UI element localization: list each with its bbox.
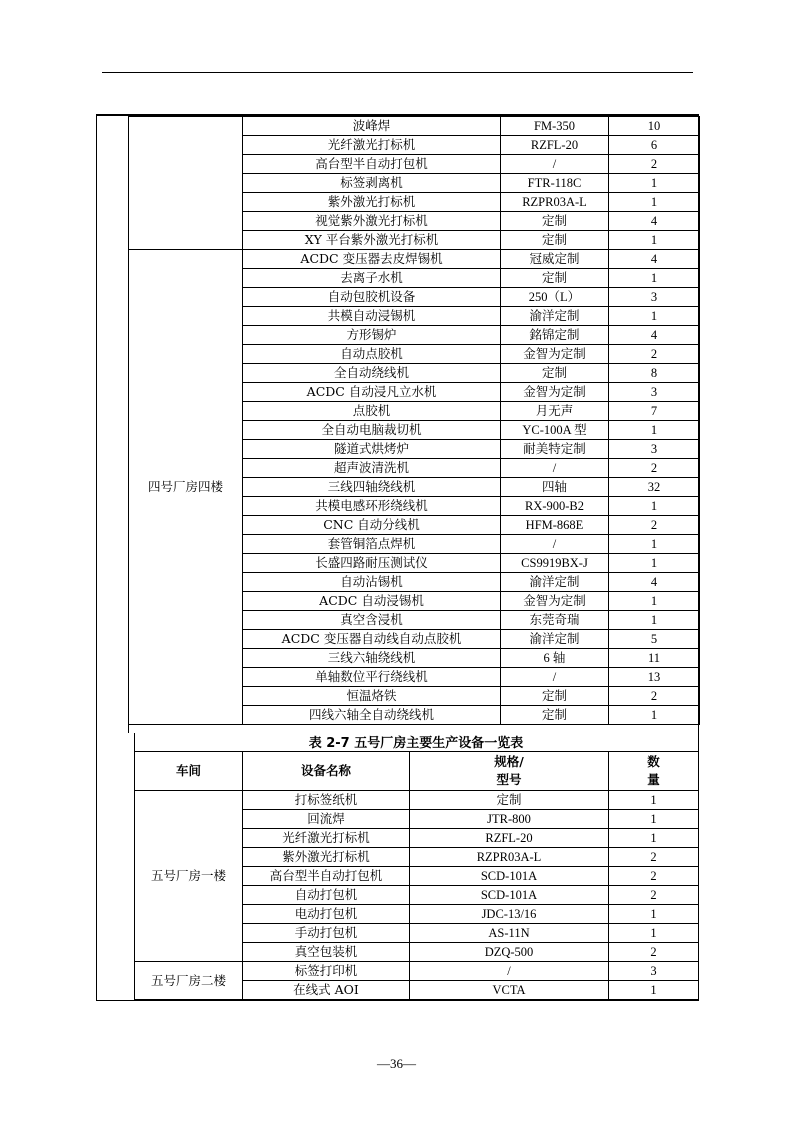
equipment-name: 共模电感环形绕线机 — [243, 497, 501, 516]
equipment-quantity: 5 — [609, 630, 700, 649]
equipment-model: 渝洋定制 — [501, 573, 609, 592]
equipment-name: 单轴数位平行绕线机 — [243, 668, 501, 687]
table-left-border — [96, 114, 97, 1001]
equipment-name: 紫外激光打标机 — [243, 848, 410, 867]
table-row — [129, 117, 700, 136]
equipment-quantity: 8 — [609, 364, 700, 383]
equipment-name: 标签打印机 — [243, 962, 410, 981]
equipment-quantity: 2 — [609, 155, 700, 174]
table-row — [129, 250, 700, 269]
header-quantity-line2: 量 — [647, 772, 660, 787]
equipment-quantity: 1 — [609, 611, 700, 630]
equipment-model: SCD-101A — [410, 886, 609, 905]
equipment-name: 标签剥离机 — [243, 174, 501, 193]
equipment-name: 全自动绕线机 — [243, 364, 501, 383]
equipment-name: 在线式 AOI — [243, 981, 410, 1000]
equipment-name: 隧道式烘烤炉 — [243, 440, 501, 459]
equipment-quantity: 1 — [609, 307, 700, 326]
equipment-model: CS9919BX-J — [501, 554, 609, 573]
equipment-model: YC-100A 型 — [501, 421, 609, 440]
equipment-name: ACDC 自动浸凡立水机 — [243, 383, 501, 402]
equipment-quantity: 13 — [609, 668, 700, 687]
equipment-name: 视觉紫外激光打标机 — [243, 212, 501, 231]
equipment-quantity: 2 — [609, 687, 700, 706]
equipment-model: RZFL-20 — [501, 136, 609, 155]
equipment-model: 銘锦定制 — [501, 326, 609, 345]
equipment-name: 四线六轴全自动绕线机 — [243, 706, 501, 725]
equipment-model: 定制 — [410, 791, 609, 810]
equipment-model: 渝洋定制 — [501, 630, 609, 649]
equipment-model: 渝洋定制 — [501, 307, 609, 326]
equipment-name: 波峰焊 — [243, 117, 501, 136]
equipment-model: JTR-800 — [410, 810, 609, 829]
equipment-model: / — [501, 155, 609, 174]
equipment-quantity: 3 — [609, 440, 700, 459]
equipment-name: 高台型半自动打包机 — [243, 155, 501, 174]
equipment-model: / — [501, 535, 609, 554]
equipment-name: 自动沾锡机 — [243, 573, 501, 592]
equipment-name: 真空包装机 — [243, 943, 410, 962]
equipment-model: 250（L） — [501, 288, 609, 307]
equipment-model: / — [501, 459, 609, 478]
equipment-name: 恒温烙铁 — [243, 687, 501, 706]
equipment-name: 长盛四路耐压测试仪 — [243, 554, 501, 573]
equipment-model: 金智为定制 — [501, 383, 609, 402]
equipment-model: RZPR03A-L — [410, 848, 609, 867]
equipment-quantity: 1 — [609, 829, 699, 848]
equipment-model: 定制 — [501, 364, 609, 383]
table-caption: 表 2-7 五号厂房主要生产设备一览表 — [308, 736, 524, 751]
equipment-quantity: 1 — [609, 810, 699, 829]
equipment-name: 方形锡炉 — [243, 326, 501, 345]
equipment-quantity: 2 — [609, 459, 700, 478]
equipment-name: 自动点胶机 — [243, 345, 501, 364]
equipment-model: 冠威定制 — [501, 250, 609, 269]
equipment-quantity: 1 — [609, 592, 700, 611]
equipment-name: CNC 自动分线机 — [243, 516, 501, 535]
equipment-name: ACDC 变压器去皮焊锡机 — [243, 250, 501, 269]
equipment-name: 电动打包机 — [243, 905, 410, 924]
equipment-quantity: 3 — [609, 962, 699, 981]
equipment-quantity: 4 — [609, 212, 700, 231]
equipment-model: FM-350 — [501, 117, 609, 136]
equipment-name: 共模自动浸锡机 — [243, 307, 501, 326]
table-header-row — [135, 752, 699, 791]
equipment-name: 三线四轴绕线机 — [243, 478, 501, 497]
equipment-name: ACDC 变压器自动线自动点胶机 — [243, 630, 501, 649]
workshop-label: 五号厂房二楼 — [135, 962, 243, 1000]
equipment-model: VCTA — [410, 981, 609, 1000]
equipment-model: HFM-868E — [501, 516, 609, 535]
equipment-name: 手动打包机 — [243, 924, 410, 943]
header-rule — [102, 72, 693, 73]
equipment-model: 定制 — [501, 212, 609, 231]
equipment-quantity: 1 — [609, 905, 699, 924]
equipment-model: RZFL-20 — [410, 829, 609, 848]
equipment-model: SCD-101A — [410, 867, 609, 886]
equipment-quantity: 4 — [609, 326, 700, 345]
equipment-model: JDC-13/16 — [410, 905, 609, 924]
equipment-quantity: 1 — [609, 791, 699, 810]
workshop-label: 四号厂房四楼 — [129, 250, 243, 725]
equipment-name: XY 平台紫外激光打标机 — [243, 231, 501, 250]
equipment-quantity: 1 — [609, 497, 700, 516]
equipment-quantity: 32 — [609, 478, 700, 497]
equipment-quantity: 2 — [609, 516, 700, 535]
equipment-model: DZQ-500 — [410, 943, 609, 962]
equipment-model: AS-11N — [410, 924, 609, 943]
table-2-7 — [134, 751, 699, 1000]
equipment-quantity: 1 — [609, 231, 700, 250]
equipment-model: 6 轴 — [501, 649, 609, 668]
equipment-quantity: 2 — [609, 867, 699, 886]
equipment-name: 自动打包机 — [243, 886, 410, 905]
equipment-name: 真空含浸机 — [243, 611, 501, 630]
equipment-name: 打标签纸机 — [243, 791, 410, 810]
equipment-model: FTR-118C — [501, 174, 609, 193]
equipment-quantity: 7 — [609, 402, 700, 421]
equipment-name: 超声波清洗机 — [243, 459, 501, 478]
equipment-quantity: 11 — [609, 649, 700, 668]
equipment-quantity: 1 — [609, 421, 700, 440]
workshop-label: 五号厂房一楼 — [135, 791, 243, 962]
header-model-line1: 规格/ — [494, 754, 524, 769]
equipment-quantity: 1 — [609, 193, 700, 212]
equipment-table-continued — [128, 116, 700, 725]
equipment-quantity: 1 — [609, 535, 700, 554]
equipment-name: 自动包胶机设备 — [243, 288, 501, 307]
equipment-quantity: 2 — [609, 886, 699, 905]
equipment-quantity: 6 — [609, 136, 700, 155]
equipment-name: 三线六轴绕线机 — [243, 649, 501, 668]
table-bottom-rule — [96, 1000, 699, 1001]
header-equipment-name: 设备名称 — [243, 752, 410, 791]
equipment-name: 高台型半自动打包机 — [243, 867, 410, 886]
equipment-quantity: 2 — [609, 848, 699, 867]
equipment-name: ACDC 自动浸锡机 — [243, 592, 501, 611]
equipment-model: 定制 — [501, 231, 609, 250]
equipment-model: 金智为定制 — [501, 592, 609, 611]
table-row — [135, 791, 699, 810]
page-number: —36— — [377, 1056, 416, 1071]
equipment-name: 光纤激光打标机 — [243, 829, 410, 848]
equipment-quantity: 4 — [609, 573, 700, 592]
equipment-name: 回流焊 — [243, 810, 410, 829]
equipment-model: 定制 — [501, 269, 609, 288]
equipment-quantity: 1 — [609, 706, 700, 725]
equipment-model: 耐美特定制 — [501, 440, 609, 459]
equipment-model: / — [501, 668, 609, 687]
equipment-model: 东莞奇瑞 — [501, 611, 609, 630]
equipment-model: RX-900-B2 — [501, 497, 609, 516]
equipment-name: 去离子水机 — [243, 269, 501, 288]
equipment-quantity: 1 — [609, 269, 700, 288]
equipment-model: / — [410, 962, 609, 981]
equipment-model: RZPR03A-L — [501, 193, 609, 212]
equipment-model: 四轴 — [501, 478, 609, 497]
equipment-quantity: 2 — [609, 943, 699, 962]
equipment-quantity: 3 — [609, 288, 700, 307]
workshop-cell-empty — [129, 117, 243, 250]
table-row — [135, 962, 699, 981]
equipment-name: 套管铜箔点焊机 — [243, 535, 501, 554]
header-quantity — [609, 752, 699, 791]
equipment-name: 点胶机 — [243, 402, 501, 421]
equipment-quantity: 4 — [609, 250, 700, 269]
header-quantity-line1: 数 — [647, 754, 660, 769]
equipment-quantity: 2 — [609, 345, 700, 364]
equipment-quantity: 10 — [609, 117, 700, 136]
header-model — [410, 752, 609, 791]
equipment-quantity: 3 — [609, 383, 700, 402]
equipment-model: 定制 — [501, 687, 609, 706]
header-model-line2: 型号 — [496, 772, 522, 787]
equipment-quantity: 1 — [609, 174, 700, 193]
equipment-quantity: 1 — [609, 981, 699, 1000]
equipment-name: 光纤激光打标机 — [243, 136, 501, 155]
equipment-quantity: 1 — [609, 924, 699, 943]
equipment-model: 金智为定制 — [501, 345, 609, 364]
header-workshop: 车间 — [135, 752, 243, 791]
equipment-quantity: 1 — [609, 554, 700, 573]
equipment-name: 全自动电脑裁切机 — [243, 421, 501, 440]
equipment-model: 月无声 — [501, 402, 609, 421]
equipment-model: 定制 — [501, 706, 609, 725]
equipment-name: 紫外激光打标机 — [243, 193, 501, 212]
